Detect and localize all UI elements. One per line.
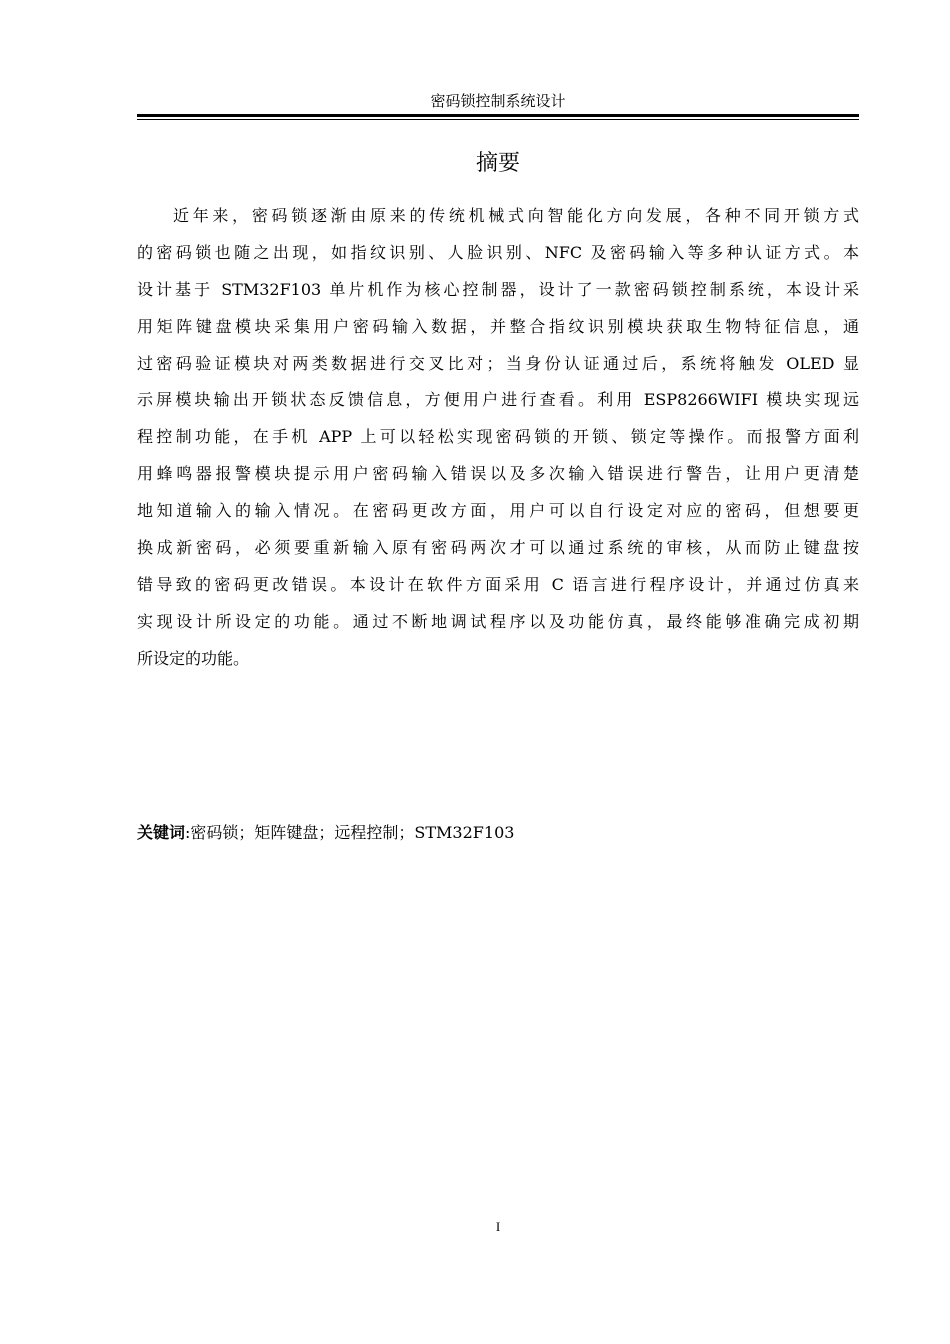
abstract-heading: 摘要: [475, 151, 520, 176]
keywords-label: 关键词: [137, 823, 186, 842]
abstract-line: 地知道输入的输入情况。在密码更改方面，用户可以自行设定对应的密码，但想要更: [137, 501, 859, 521]
abstract-line: 示屏模块输出开锁状态反馈信息，方便用户进行查看。利用 ESP8266WIFI 模块实现远: [137, 390, 859, 410]
abstract-line: 近年来，密码锁逐渐由原来的传统机械式向智能化方向发展，各种不同开锁方式: [173, 206, 859, 225]
abstract-line: 换成新密码，必须要重新输入原有密码两次才可以通过系统的审核，从而防止键盘按: [137, 538, 859, 558]
abstract-line: 错导致的密码更改错误。本设计在软件方面采用 C 语言进行程序设计，并通过仿真来: [137, 574, 859, 594]
abstract-line: 所设定的功能。: [137, 648, 250, 668]
keywords-text: :密码锁；矩阵键盘；远程控制；STM32F103: [185, 823, 515, 842]
header-rule-thin: [137, 119, 859, 120]
abstract-line: 用蜂鸣器报警模块提示用户密码输入错误以及多次输入错误进行警告，让用户更清楚: [137, 464, 859, 484]
abstract-line: 设计基于 STM32F103 单片机作为核心控制器，设计了一款密码锁控制系统，本设计采: [137, 279, 859, 299]
keywords: [137, 820, 514, 846]
abstract-line: 程控制功能，在手机 APP 上可以轻松实现密码锁的开锁、锁定等操作。而报警方面利: [137, 427, 859, 447]
abstract-line: 的密码锁也随之出现，如指纹识别、人脸识别、NFC 及密码输入等多种认证方式。本: [137, 242, 859, 262]
abstract-line: 实现设计所设定的功能。通过不断地调试程序以及功能仿真，最终能够准确完成初期: [137, 611, 859, 631]
abstract-line: 过密码验证模块对两类数据进行交叉比对；当身份认证通过后，系统将触发 OLED 显: [137, 353, 859, 373]
running-header-title: 密码锁控制系统设计: [430, 92, 566, 110]
page-number: I: [495, 1219, 501, 1234]
header-rule-thick: [137, 114, 859, 117]
abstract-body: [137, 198, 859, 678]
abstract-line: 用矩阵键盘模块采集用户密码输入数据，并整合指纹识别模块获取生物特征信息，通: [137, 316, 859, 336]
